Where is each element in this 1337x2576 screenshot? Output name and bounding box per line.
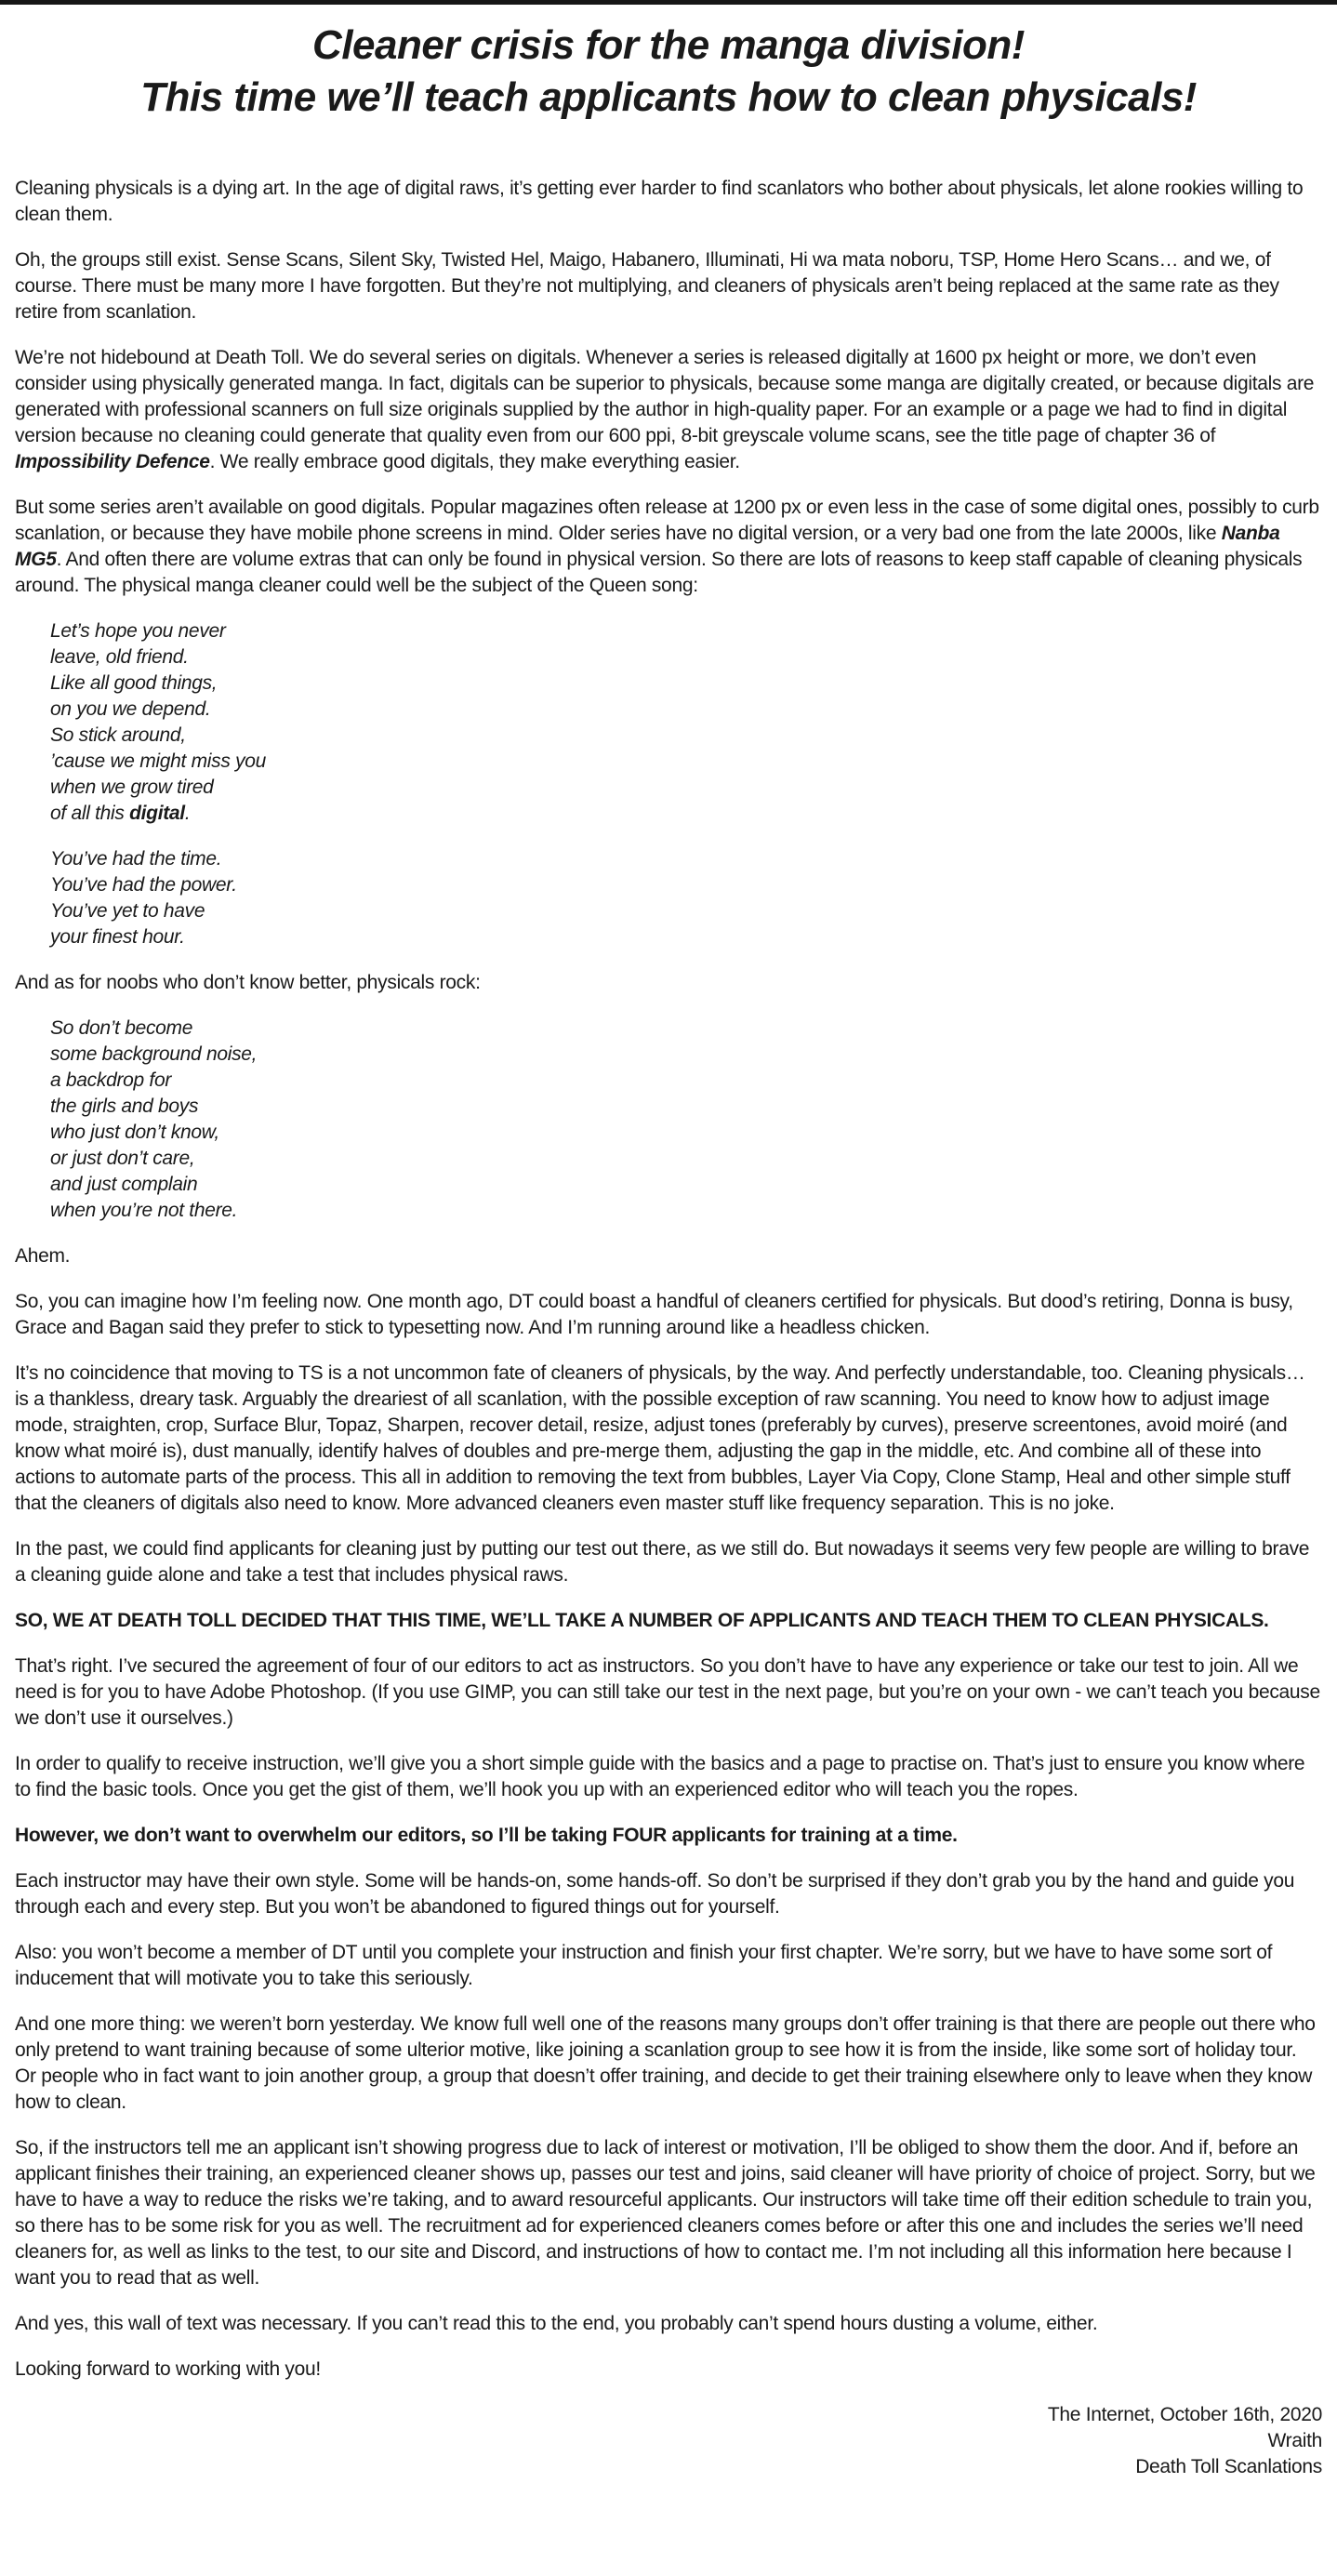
queen-quote-stanza-3: So don’t become some background noise, a backdrop for the girls and boys who just don’t know, or just don’t care, and just complain when you’re not there. [50, 1017, 258, 1221]
queen-quote-stanza-1: Let’s hope you never leave, old friend. Like all good things, on you we depend. So stick around, ’cause we might miss you when we grow tired of all this digital. [50, 620, 267, 824]
title-line-2: This time we’ll teach applicants how to clean physicals! [140, 74, 1197, 120]
paragraph-feeling-now: So, you can imagine how I’m feeling now. One month ago, DT could boast a handful of cleaners certified for physicals. But dood’s retiring, Donna is busy, Grace and Bagan said they prefer to stick to typesetting now. And I’m running around like a headless chicken. [15, 1291, 1293, 1338]
article-body [0, 176, 1337, 2499]
paragraph-ahem: Ahem. [15, 1245, 71, 1267]
paragraph-looking-forward: Looking forward to working with you! [15, 2358, 321, 2380]
paragraph-thats-right: That’s right. I’ve secured the agreement of four of our editors to act as instructors. So you don’t have to have any experience or take our test to join. All we need is for you to have Adobe Photoshop. (If you use GIMP, you can still take our test in the next page, but you’re on your own - we can’t teach you because we don’t use it ourselves.) [15, 1655, 1320, 1729]
page-title [9, 20, 1328, 124]
paragraph-qualify-instruction: In order to qualify to receive instruction, we’ll give you a short simple guide with the basics and a page to practise on. That’s just to ensure you know where to find the basic tools. Once you get the gist of them, we’ll hook you up with an experienced editor who will teach you the ropes. [15, 1753, 1305, 1800]
paragraph-wall-of-text: And yes, this wall of text was necessary. If you can’t read this to the end, you probably can’t spend hours dusting a volume, either. [15, 2313, 1098, 2334]
top-border-bar [0, 0, 1337, 5]
paragraph-groups-still-exist: Oh, the groups still exist. Sense Scans, Silent Sky, Twisted Hel, Maigo, Habanero, Illuminati, Hi wa mata noboru, TSP, Home Hero Scans… and we, of course. There must be many more I have forgotten. But they’re not multiplying, and cleaners of physicals aren’t being replaced at the same rate as they retire from scanlation. [15, 249, 1279, 323]
paragraph-four-applicants: However, we don’t want to overwhelm our editors, so I’ll be taking FOUR applicants for training at a time. [15, 1825, 958, 1846]
paragraph-one-more-thing: And one more thing: we weren’t born yesterday. We know full well one of the reasons many groups don’t offer training is that there are people out there who only pretend to want training because of some ulterior motive, like joining a scanlation group to see how it is from the inside, like some sort of holiday tour. Or people who in fact want to join another group, a group that doesn’t offer training, and decide to get their training elsewhere only to leave when they know how to clean. [15, 2013, 1316, 2113]
paragraph-no-coincidence: It’s no coincidence that moving to TS is a not uncommon fate of cleaners of physicals, by the way. And perfectly understandable, too. Cleaning physicals… is a thankless, dreary task. Arguably the dreariest of all scanlation, with the possible exception of raw scanning. You need to know how to adjust image mode, straighten, crop, Surface Blur, Topaz, Sharpen, recover detail, resize, adjust tones (preferably by curves), preserve screentones, avoid moiré (and know what moiré is), dust manually, identify halves of doubles and pre-merge them, adjusting the gap in the middle, etc. And combine all of these into actions to automate parts of the process. This all in addition to removing the text from bubbles, Layer Via Copy, Clone Stamp, Heal and other simple stuff that the cleaners of digitals also need to know. More advanced cleaners even master stuff like frequency separation. This is no joke. [15, 1362, 1305, 1514]
announcement-heading: SO, WE AT DEATH TOLL DECIDED THAT THIS TIME, WE’LL TAKE A NUMBER OF APPLICANTS AND TEACH THEM TO CLEAN PHYSICALS. [15, 1610, 1269, 1631]
title-line-1: Cleaner crisis for the manga division! [312, 22, 1025, 68]
paragraph-in-the-past: In the past, we could find applicants for cleaning just by putting our test out there, as we still do. But nowadays it seems very few people are willing to brave a cleaning guide alone and take a test that includes physical raws. [15, 1538, 1310, 1586]
paragraph-noobs-physicals-rock: And as for noobs who don’t know better, physicals rock: [15, 972, 481, 993]
paragraph-show-the-door: So, if the instructors tell me an applicant isn’t showing progress due to lack of interest or motivation, I’ll be obliged to show them the door. And if, before an applicant finishes their training, an experienced cleaner shows up, passes our test and joins, said cleaner will have priority of choice of project. Sorry, but we have to have a way to reduce the risks we’re taking, and to award resourceful applicants. Our instructors will take time off their edition schedule to train you, so there has to be some risk for you as well. The recruitment ad for experienced cleaners comes before or after this one and includes the series we’ll need cleaners for, as well as links to the test, to our site and Discord, and instructions of how to contact me. I’m not including all this information here because I want you to read that as well. [15, 2137, 1316, 2289]
queen-quote-stanza-2: You’ve had the time. You’ve had the power. You’ve yet to have your finest hour. [50, 848, 237, 948]
signature-block: The Internet, October 16th, 2020 Wraith Death Toll Scanlations [1047, 2404, 1322, 2477]
paragraph-not-hidebound: We’re not hidebound at Death Toll. We do several series on digitals. Whenever a series is released digitally at 1600 px height or more, we don’t even consider using physically generated manga. In fact, digitals can be superior to physicals, because some manga are digitally created, or because digitals are generated with professional scanners on full size originals supplied by the author in high-quality paper. For an example or a page we had to find in digital version because no cleaning could generate that quality even from our 600 ppi, 8-bit greyscale volume scans, see the title page of chapter 36 of Impossibility Defence. We really embrace good digitals, they make everything easier. [15, 347, 1315, 472]
paragraph-series-not-available: But some series aren’t available on good digitals. Popular magazines often release at 1200 px or even less in the case of some digital ones, possibly to curb scanlation, or because they have mobile phone screens in mind. Older series have no digital version, or a very bad one from the late 2000s, like Nanba MG5. And often there are volume extras that can only be found in physical version. So there are lots of reasons to keep staff capable of cleaning physicals around. The physical manga cleaner could well be the subject of the Queen song: [15, 497, 1319, 596]
paragraph-dying-art: Cleaning physicals is a dying art. In the age of digital raws, it’s getting ever harder to find scanlators who bother about physicals, let alone rookies willing to clean them. [15, 178, 1304, 225]
paragraph-instructor-style: Each instructor may have their own style. Some will be hands-on, some hands-off. So don’t be surprised if they don’t grab you by the hand and guide you through each and every step. But you won’t be abandoned to figured things out for yourself. [15, 1870, 1295, 1918]
paragraph-membership-condition: Also: you won’t become a member of DT until you complete your instruction and finish your first chapter. We’re sorry, but we have to have some sort of inducement that will motivate you to take this seriously. [15, 1942, 1273, 1989]
